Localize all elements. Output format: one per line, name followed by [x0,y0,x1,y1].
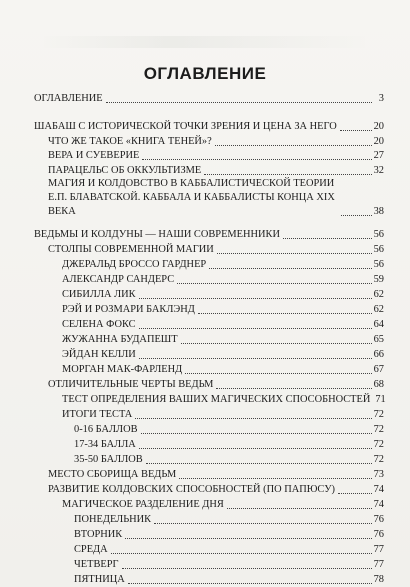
toc-entry [62,302,384,317]
toc-entry [62,272,384,287]
toc-entry-title: ОТЛИЧИТЕЛЬНЫЕ ЧЕРТЫ ВЕДЬМ [48,379,214,390]
toc-entry-title: ПЯТНИЦА [74,574,125,585]
toc-leader-dots [185,373,371,374]
toc-page-number: 62 [373,304,384,315]
toc-leader-dots [181,343,372,344]
toc-page-number: 72 [373,454,384,465]
toc-page-number: 74 [373,484,384,495]
toc-entry-title: ПАРАЦЕЛЬС ОБ ОККУЛЬТИЗМЕ [48,165,202,176]
toc-leader-dots [177,283,371,284]
toc-page-number: 56 [373,259,384,270]
toc-entry [62,257,384,272]
toc-page-number: 3 [378,93,384,104]
toc-entry-title: ЭЙДАН КЕЛЛИ [62,349,136,360]
toc-entry [62,407,384,422]
toc-entry-title: РАЗВИТИЕ КОЛДОВСКИХ СПОСОБНОСТЕЙ (ПО ПАПЮСУ) [48,484,336,495]
toc-entry-title: АЛЕКСАНДР САНДЕРС [62,274,175,285]
toc-entry [48,482,384,497]
toc-entry [48,377,384,392]
toc-entry-title: ЧЕТВЕРГ [74,559,119,570]
toc-leader-dots [227,508,372,509]
toc-entry [74,452,384,467]
toc-page-number: 59 [373,274,384,285]
toc-page-number: 71 [375,394,386,405]
toc-entry-title: ПОНЕДЕЛЬНИК [74,514,152,525]
toc-entry-title: МАГИЧЕСКОЕ РАЗДЕЛЕНИЕ ДНЯ [62,499,224,510]
toc-entry-title: ОГЛАВЛЕНИЕ [34,93,103,104]
toc-leader-dots [139,448,372,449]
toc-page-number: 72 [373,409,384,420]
toc-entry-title: МАГИЯ И КОЛДОВСТВО В КАББАЛИСТИЧЕСКОЙ ТЕОРИИ Е.П. БЛАВАТСКОЙ. КАББАЛА И КАББАЛИСТЫ КОНЦА XIX ВЕКА [48,178,335,217]
toc-leader-dots [217,253,372,254]
toc-leader-dots [341,215,372,216]
toc-page-number: 32 [373,165,384,176]
toc-page-number: 72 [373,439,384,450]
toc-entry [48,242,384,257]
toc-leader-dots [142,159,371,160]
toc-entry [62,347,384,362]
toc-page-number: 67 [373,364,384,375]
toc-entry [74,572,384,587]
toc-entry [74,437,384,452]
toc-page-number: 77 [373,559,384,570]
toc-leader-dots [154,523,372,524]
toc-page-number: 73 [373,469,384,480]
toc-entry [74,512,384,527]
toc-page-number: 64 [373,319,384,330]
toc-entry [48,467,384,482]
toc-entry [62,317,384,332]
toc-entry [74,557,384,572]
toc-leader-dots [106,102,372,103]
toc-leader-dots [128,583,372,584]
toc-page-number: 27 [373,150,384,161]
toc-entry-title: ШАБАШ С ИСТОРИЧЕСКОЙ ТОЧКИ ЗРЕНИЯ И ЦЕНА ЗА НЕГО [34,121,337,132]
toc-page-number: 78 [373,574,384,585]
toc-entry-title: МОРГАН МАК-ФАРЛЕНД [62,364,183,375]
toc-entry-title: РЭЙ И РОЗМАРИ БАКЛЭНД [62,304,195,315]
toc-leader-dots [338,493,372,494]
toc-leader-dots [141,433,372,434]
toc-leader-dots [204,174,371,175]
page-title: ОГЛАВЛЕНИЕ [143,64,267,83]
toc-leader-dots [122,568,372,569]
toc-entry [62,392,384,407]
toc-entry-title: ЧТО ЖЕ ТАКОЕ «КНИГА ТЕНЕЙ»? [48,136,212,147]
toc-page-number: 38 [373,206,384,217]
toc-page-number: 66 [373,349,384,360]
toc-entry-title: ВЕДЬМЫ И КОЛДУНЫ — НАШИ СОВРЕМЕННИКИ [34,229,280,240]
toc-entry [48,134,384,149]
toc-entry-title: 35-50 БАЛЛОВ [74,454,143,465]
toc-entry [34,91,384,106]
toc-entry [62,287,384,302]
toc-leader-dots [209,268,371,269]
toc-leader-dots [139,358,372,359]
toc-entry [74,527,384,542]
toc-page-number: 72 [373,424,384,435]
toc-leader-dots [135,418,371,419]
toc-entry-title: ВЕРА И СУЕВЕРИЕ [48,150,140,161]
toc-entry-title: ВТОРНИК [74,529,123,540]
toc-entry-title: ИТОГИ ТЕСТА [62,409,133,420]
toc-leader-dots [216,388,371,389]
toc-leader-dots [139,298,372,299]
toc-entry [62,332,384,347]
toc-page-number: 20 [373,136,384,147]
toc-leader-dots [111,553,372,554]
toc-entry [48,163,384,178]
toc-page-number: 20 [373,121,384,132]
toc-leader-dots [198,313,372,314]
toc-page-number: 68 [373,379,384,390]
toc-page-number: 77 [373,544,384,555]
toc-page-number: 74 [373,499,384,510]
toc-entry [34,227,384,242]
toc-leader-dots [146,463,372,464]
toc-page-number: 62 [373,289,384,300]
toc-page-number: 56 [373,229,384,240]
toc-entry-title: СИБИЛЛА ЛИК [62,289,136,300]
toc-page-number: 76 [373,514,384,525]
toc-leader-dots [340,130,372,131]
toc-entry-title: ДЖЕРАЛЬД БРОССО ГАРДНЕР [62,259,207,270]
toc-leader-dots [215,145,372,146]
toc-entry [34,119,384,134]
page-bleed-through [40,36,370,48]
toc-entry [62,497,384,512]
toc-entry-title: СЕЛЕНА ФОКС [62,319,136,330]
toc-entry-title: СРЕДА [74,544,108,555]
toc-entry [62,362,384,377]
toc-entry-title: ЖУЖАННА БУДАПЕШТ [62,334,178,345]
toc-entry-title: ТЕСТ ОПРЕДЕЛЕНИЯ ВАШИХ МАГИЧЕСКИХ СПОСОБНОСТЕЙ [62,394,371,405]
toc-entry [74,542,384,557]
toc-leader-dots [125,538,371,539]
toc-entry-title: СТОЛПЫ СОВРЕМЕННОЙ МАГИИ [48,244,214,255]
toc-page-number: 56 [373,244,384,255]
toc-page-number: 65 [373,334,384,345]
toc-leader-dots [139,328,372,329]
toc-entry [48,148,384,163]
toc-entry-title: 0-16 БАЛЛОВ [74,424,138,435]
toc-leader-dots [179,478,371,479]
toc-entry [74,422,384,437]
toc-entry-title: МЕСТО СБОРИЩА ВЕДЬМ [48,469,177,480]
toc-leader-dots [283,238,372,239]
toc-entry-title: 17-34 БАЛЛА [74,439,136,450]
toc-page-number: 76 [373,529,384,540]
toc-entry [48,177,384,219]
